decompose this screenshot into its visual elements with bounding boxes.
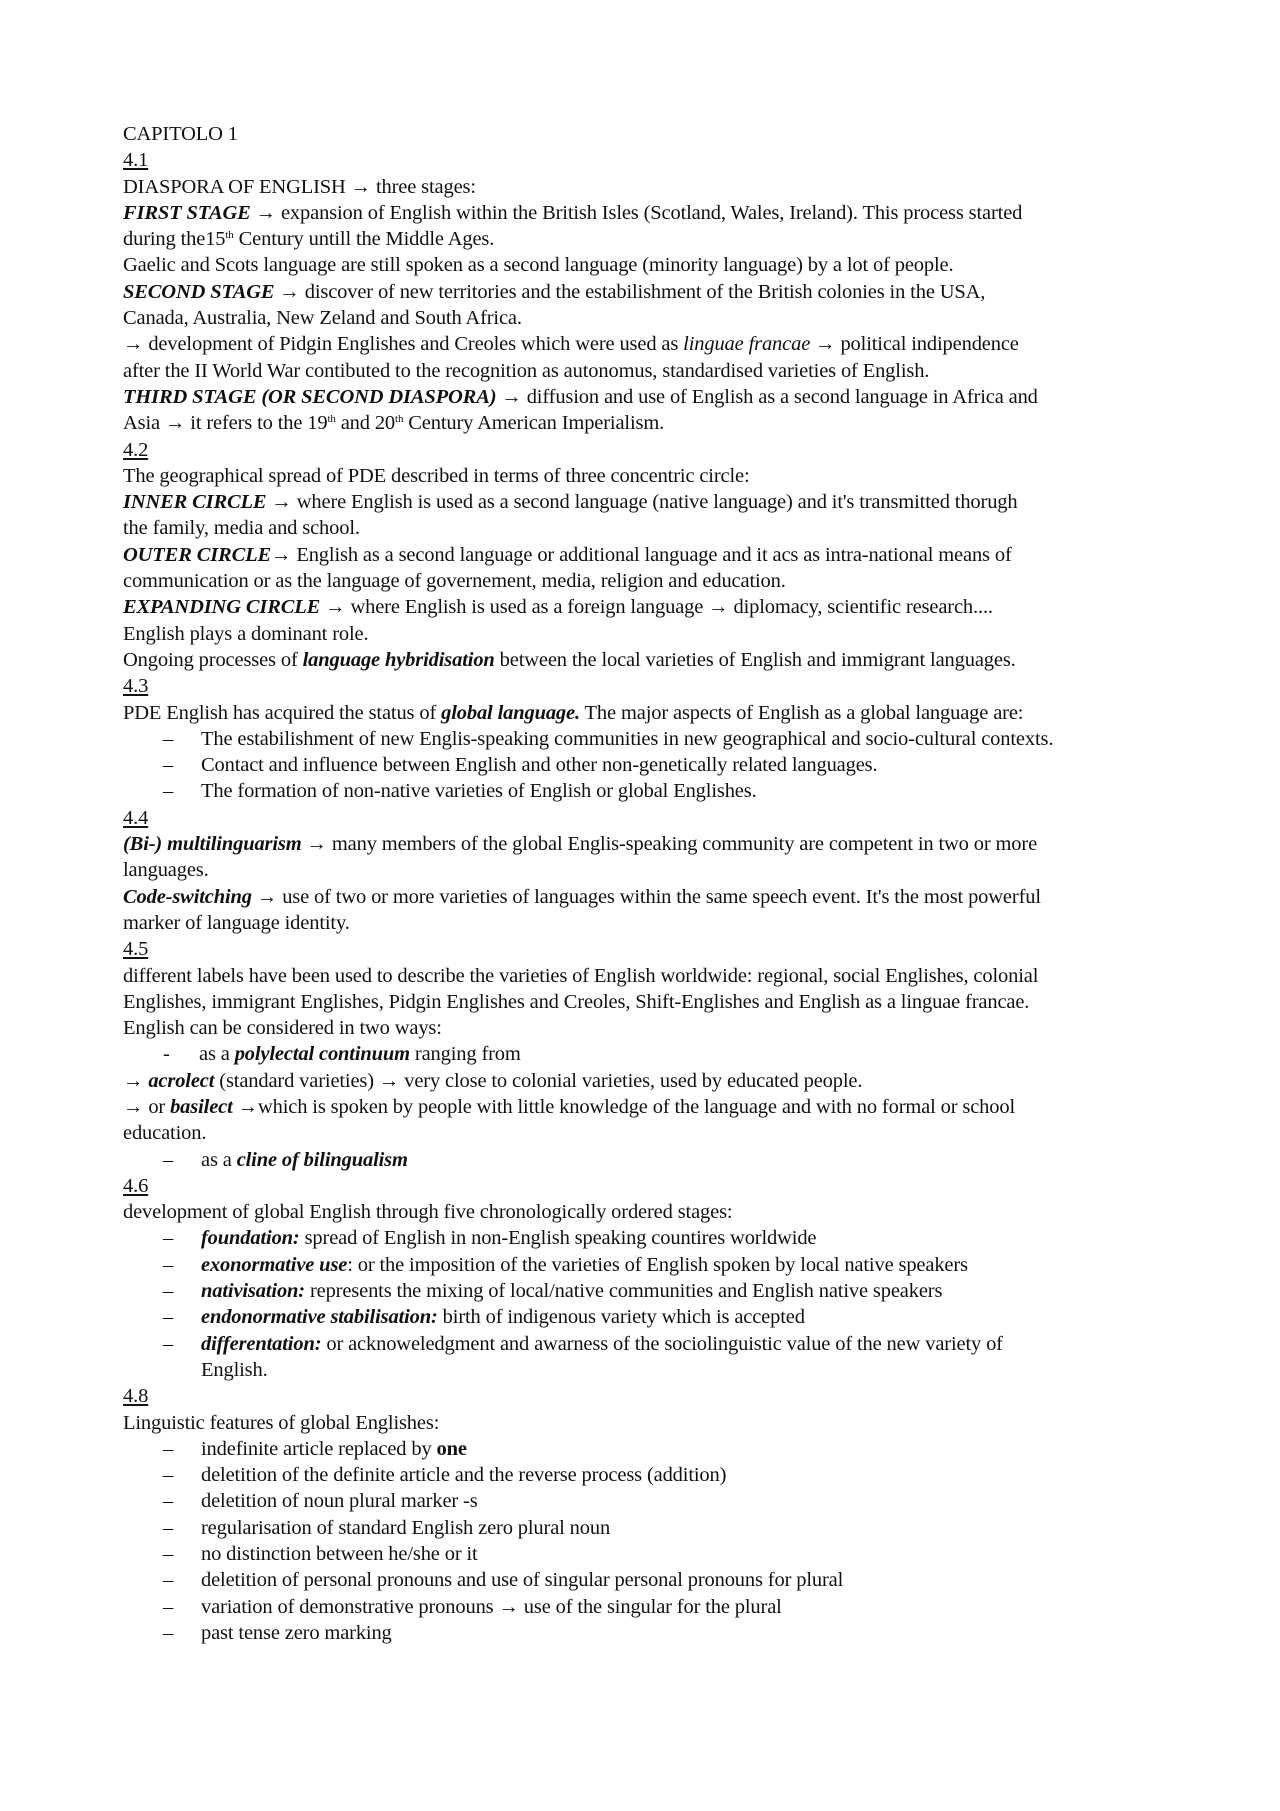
- list-item: [123, 752, 1188, 778]
- expanding-circle-line-2: English plays a dominant role.: [123, 622, 369, 645]
- diaspora-title: DIASPORA OF ENGLISH → three stages:: [123, 175, 476, 198]
- acrolect-term: acrolect: [148, 1069, 215, 1092]
- list-item-text: The formation of non-native varieties of English or global Englishes.: [201, 780, 757, 803]
- second-stage-text: → discover of new territories and the estabilishment of the British colonies in the USA,: [274, 280, 986, 303]
- linguae-francae-term: linguae francae: [683, 333, 811, 356]
- list-item: [123, 1331, 1188, 1357]
- pidgin-line-2: after the II World War contibuted to the recognition as autonomus, standardised varieties of English.: [123, 359, 930, 382]
- outer-circle-label: OUTER CIRCLE: [123, 543, 271, 566]
- section-number-4-5: 4.5: [123, 938, 149, 961]
- list-item-text: Contact and influence between English and other non-genetically related languages.: [201, 754, 878, 777]
- second-stage-line: [123, 279, 1188, 305]
- section-number-4-8: 4.8: [123, 1385, 149, 1408]
- second-stage-label: SECOND STAGE: [123, 280, 275, 303]
- pidgin-text-b: → political indipendence: [810, 333, 1019, 356]
- code-switching-text: → use of two or more varieties of languages within the same speech event. It's the most powerful: [251, 885, 1041, 908]
- poly-text-b: ranging from: [409, 1043, 521, 1066]
- acrolect-text-a: →: [123, 1069, 149, 1092]
- gaelic-line: Gaelic and Scots language are still spoken as a second language (minority language) by a lot of people.: [123, 254, 954, 277]
- stage-label: differentation:: [201, 1332, 322, 1355]
- list-item: [123, 726, 1188, 752]
- multilingualism-label: (Bi-) multilinguarism: [123, 833, 302, 856]
- list-item: [123, 1225, 1188, 1251]
- list-item-text: The estabilishment of new Englis-speaking communities in new geographical and socio-cultural contexts.: [201, 727, 1054, 750]
- pidgin-line: [123, 331, 1188, 357]
- third-stage-label: THIRD STAGE (OR SECOND DIASPORA): [123, 385, 497, 408]
- labels-line-3: English can be considered in two ways:: [123, 1017, 442, 1040]
- inner-circle-line: [123, 489, 1188, 515]
- poly-text-a: as a: [199, 1043, 235, 1066]
- list-item: [123, 1252, 1188, 1278]
- list-item: [123, 1147, 1188, 1173]
- ongoing-text-a: Ongoing processes of: [123, 648, 303, 671]
- list-item-continuation: English.: [201, 1358, 268, 1381]
- basilect-text-a: → or: [123, 1095, 171, 1118]
- feature-text: indefinite article replaced by: [201, 1437, 437, 1460]
- dash-bullet: –: [163, 1306, 174, 1329]
- expanding-circle-line: [123, 594, 1188, 620]
- polylectal-continuum-term: polylectal continuum: [234, 1043, 410, 1066]
- list-item: [123, 1488, 1188, 1514]
- multilingualism-line: [123, 831, 1188, 857]
- first-stage-text: → expansion of English within the British Isles (Scotland, Wales, Ireland). This process started: [250, 201, 1023, 224]
- features-intro: Linguistic features of global Englishes:: [123, 1411, 440, 1434]
- third-stage-text-2a: Asia → it refers to the 19: [123, 412, 328, 435]
- stage-text: spread of English in non-English speaking countires worldwide: [299, 1227, 817, 1250]
- basilect-text-b: →which is spoken by people with little knowledge of the language and with no formal or school: [232, 1095, 1016, 1118]
- third-stage-line: [123, 384, 1188, 410]
- list-item: [123, 1278, 1188, 1304]
- first-stage-line: [123, 200, 1188, 226]
- ordinal-sup: th: [225, 229, 234, 242]
- circles-intro: The geographical spread of PDE described in terms of three concentric circle:: [123, 464, 750, 487]
- cline-of-bilingualism-term: cline of bilingualism: [236, 1148, 408, 1171]
- global-language-intro: [123, 700, 1188, 726]
- third-stage-line-2: [123, 410, 1188, 436]
- inner-circle-label: INNER CIRCLE: [123, 491, 267, 514]
- list-item: [123, 1041, 1188, 1067]
- global-language-term: global language.: [441, 701, 580, 724]
- feature-text: deletition of the definite article and the reverse process (addition): [201, 1464, 727, 1487]
- stage-label: nativisation:: [201, 1280, 305, 1303]
- multilingualism-line-2: languages.: [123, 859, 209, 882]
- stage-label: exonormative use: [201, 1253, 348, 1276]
- stage-text: represents the mixing of local/native communities and English native speakers: [304, 1280, 943, 1303]
- second-stage-line-2: Canada, Australia, New Zeland and South Africa.: [123, 307, 522, 330]
- section-number-4-6: 4.6: [123, 1174, 149, 1197]
- labels-line-1: different labels have been used to describe the varieties of English worldwide: regional, social Englishes, colonial: [123, 964, 1039, 987]
- acrolect-line: [123, 1068, 1188, 1094]
- list-item: [123, 1567, 1188, 1593]
- feature-text: regularisation of standard English zero plural noun: [201, 1516, 611, 1539]
- list-item: [123, 1462, 1188, 1488]
- global-intro-b: The major aspects of English as a global language are:: [579, 701, 1024, 724]
- outer-circle-line: [123, 542, 1188, 568]
- basilect-term: basilect: [170, 1095, 233, 1118]
- stages-intro: development of global English through five chronologically ordered stages:: [123, 1201, 733, 1224]
- labels-line-2: Englishes, immigrant Englishes, Pidgin Englishes and Creoles, Shift-Englishes and English as a linguae francae.: [123, 990, 1030, 1013]
- language-hybridisation-term: language hybridisation: [302, 648, 495, 671]
- list-item: [123, 1541, 1188, 1567]
- third-stage-text: → diffusion and use of English as a second language in Africa and: [496, 385, 1038, 408]
- dash-bullet: –: [163, 1621, 174, 1644]
- list-item: [123, 778, 1188, 804]
- section-number-4-4: 4.4: [123, 806, 149, 829]
- dash-bullet: –: [163, 1543, 174, 1566]
- stage-label: endonormative stabilisation:: [201, 1306, 438, 1329]
- feature-text: no distinction between he/she or it: [201, 1543, 478, 1566]
- list-item: [123, 1436, 1188, 1462]
- ongoing-processes-line: [123, 647, 1188, 673]
- stage-text: or acknoweledgment and awarness of the sociolinguistic value of the new variety of: [321, 1332, 1003, 1355]
- first-stage-text-2a: during the15: [123, 228, 226, 251]
- global-intro-a: PDE English has acquired the status of: [123, 701, 442, 724]
- basilect-line-2: education.: [123, 1122, 207, 1145]
- dash-bullet: –: [163, 1595, 174, 1618]
- list-item: [123, 1515, 1188, 1541]
- inner-circle-line-2: the family, media and school.: [123, 517, 360, 540]
- dash-bullet: –: [163, 1253, 174, 1276]
- dash-bullet: –: [163, 1227, 174, 1250]
- feature-text: deletition of personal pronouns and use of singular personal pronouns for plural: [201, 1569, 844, 1592]
- dash-bullet: –: [163, 1490, 174, 1513]
- list-item: [123, 1620, 1188, 1646]
- ordinal-sup: th: [327, 413, 336, 426]
- dash-bullet: –: [163, 727, 174, 750]
- dash-bullet: –: [163, 1280, 174, 1303]
- outer-circle-text: → English as a second language or additional language and it acs as intra-national means of: [271, 543, 1012, 566]
- dash-bullet: –: [163, 1516, 174, 1539]
- ordinal-sup: th: [395, 413, 404, 426]
- code-switching-line: [123, 884, 1188, 910]
- feature-text: deletition of noun plural marker -s: [201, 1490, 478, 1513]
- dash-bullet: –: [163, 1148, 174, 1171]
- section-number-4-3: 4.3: [123, 675, 149, 698]
- stage-text: : or the imposition of the varieties of English spoken by local native speakers: [347, 1253, 968, 1276]
- dash-bullet: –: [163, 1569, 174, 1592]
- code-switching-line-2: marker of language identity.: [123, 911, 350, 934]
- expanding-circle-text: → where English is used as a foreign language → diplomacy, scientific research....: [320, 596, 993, 619]
- third-stage-text-2b: and 20: [335, 412, 396, 435]
- first-stage-label: FIRST STAGE: [123, 201, 251, 224]
- pidgin-text-a: → development of Pidgin Englishes and Creoles which were used as: [123, 333, 684, 356]
- document-page: [123, 121, 1188, 1646]
- stage-label: foundation:: [201, 1227, 300, 1250]
- basilect-line: [123, 1094, 1188, 1120]
- expanding-circle-label: EXPANDING CIRCLE: [123, 596, 321, 619]
- section-number-4-1: 4.1: [123, 149, 149, 172]
- outer-circle-line-2: communication or as the language of governement, media, religion and education.: [123, 570, 786, 593]
- stage-text: birth of indigenous variety which is accepted: [437, 1306, 805, 1329]
- acrolect-text-b: (standard varieties) → very close to colonial varieties, used by educated people.: [214, 1069, 863, 1092]
- dash-bullet: –: [163, 1437, 174, 1460]
- cline-text-a: as a: [201, 1148, 237, 1171]
- feature-text: variation of demonstrative pronouns → use of the singular for the plural: [201, 1595, 782, 1618]
- third-stage-text-2c: Century American Imperialism.: [403, 412, 665, 435]
- chapter-heading: CAPITOLO 1: [123, 123, 238, 145]
- first-stage-line-2: [123, 226, 1188, 252]
- dash-bullet: –: [163, 1464, 174, 1487]
- inner-circle-text: → where English is used as a second language (native language) and it's transmitted thorugh: [266, 491, 1018, 514]
- code-switching-label: Code-switching: [123, 885, 252, 908]
- dash-bullet: –: [163, 780, 174, 803]
- first-stage-text-2b: Century untill the Middle Ages.: [233, 228, 495, 251]
- one-term: one: [436, 1437, 467, 1460]
- dash-bullet: –: [163, 1332, 174, 1355]
- ongoing-text-b: between the local varieties of English and immigrant languages.: [494, 648, 1016, 671]
- section-number-4-2: 4.2: [123, 438, 149, 461]
- list-item: [123, 1594, 1188, 1620]
- dash-bullet: –: [163, 754, 174, 777]
- list-item: [123, 1304, 1188, 1330]
- feature-text: past tense zero marking: [201, 1621, 392, 1644]
- multilingualism-text: → many members of the global Englis-speaking community are competent in two or more: [301, 833, 1038, 856]
- hyphen-bullet: -: [163, 1043, 170, 1066]
